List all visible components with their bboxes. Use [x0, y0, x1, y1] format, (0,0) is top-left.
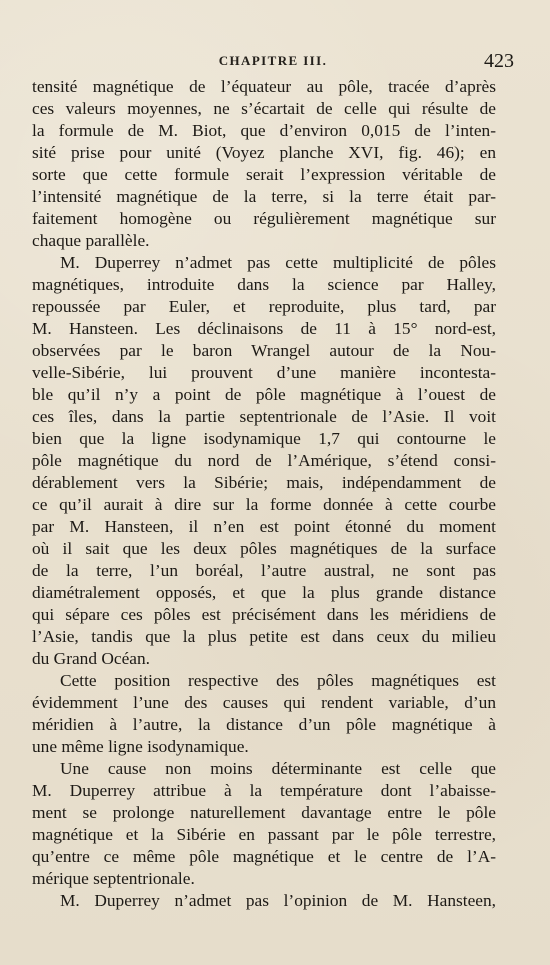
text-line: une même ligne isodynamique. — [32, 737, 249, 756]
text-line: Cette position respective des pôles magnétiques est — [60, 671, 496, 690]
text-line: repoussée par Euler, et reproduite, plus tard, par — [32, 297, 496, 316]
text-line: dérablement vers la Sibérie; mais, indépendamment de — [32, 473, 496, 492]
text-line: de la terre, l’un boréal, l’autre austral, ne sont pas — [32, 561, 496, 580]
text-line: M. Duperrey n’admet pas cette multiplicité de pôles — [60, 253, 496, 272]
text-line: pôle magnétique du nord de l’Amérique, s’étend consi- — [32, 451, 496, 470]
text-line: l’Asie, tandis que la plus petite est dans ceux du milieu — [32, 627, 496, 646]
page-number: 423 — [484, 50, 514, 72]
text-line: ces îles, dans la partie septentrionale de l’Asie. Il voit — [32, 407, 496, 426]
text-line: chaque parallèle. — [32, 231, 150, 250]
text-line: Une cause non moins déterminante est celle que — [60, 759, 496, 778]
text-line: ces valeurs moyennes, ne s’écartait de celle qui résulte de — [32, 99, 496, 118]
text-line: évidemment l’une des causes qui rendent variable, d’un — [32, 693, 496, 712]
text-line: ce qu’il aurait à dire sur la forme donnée à cette courbe — [32, 495, 496, 514]
text-line: où il sait que les deux pôles magnétiques de la surface — [32, 539, 496, 558]
text-line: par M. Hansteen, il n’en est point étonné du moment — [32, 517, 496, 536]
text-line: ment se prolonge naturellement davantage entre le pôle — [32, 803, 496, 822]
text-line: M. Duperrey n’admet pas l’opinion de M. Hansteen, — [60, 891, 496, 910]
body-text — [32, 76, 496, 912]
text-line: du Grand Océan. — [32, 649, 150, 668]
text-line: qui sépare ces pôles est précisément dans les méridiens de — [32, 605, 496, 624]
text-line: sorte que cette formule serait l’expression véritable de — [32, 165, 496, 184]
running-head: CHAPITRE III. — [218, 53, 328, 68]
text-line: tensité magnétique de l’équateur au pôle, tracée d’après — [32, 77, 496, 96]
text-line: faitement homogène ou régulièrement magnétique sur — [32, 209, 496, 228]
text-line: observées par le baron Wrangel autour de la Nou- — [32, 341, 496, 360]
text-line: sité prise pour unité (Voyez planche XVI, fig. 46); en — [32, 143, 496, 162]
text-line: magnétiques, introduite dans la science par Halley, — [32, 275, 496, 294]
text-line: la formule de M. Biot, que d’environ 0,015 de l’inten- — [32, 121, 496, 140]
text-line: mérique septentrionale. — [32, 869, 195, 888]
text-line: bien que la ligne isodynamique 1,7 qui contourne le — [32, 429, 496, 448]
text-line: M. Hansteen. Les déclinaisons de 11 à 15° nord-est, — [32, 319, 496, 338]
text-line: velle-Sibérie, lui prouvent d’une manière incontesta- — [32, 363, 496, 382]
text-line: méridien à l’autre, la distance d’un pôle magnétique à — [32, 715, 496, 734]
text-line: diamétralement opposés, et que la plus grande distance — [32, 583, 496, 602]
text-line: qu’entre ce même pôle magnétique et le centre de l’A- — [32, 847, 496, 866]
text-line: magnétique et la Sibérie en passant par le pôle terrestre, — [32, 825, 496, 844]
page-header — [32, 50, 514, 78]
text-line: M. Duperrey attribue à la température dont l’abaisse- — [32, 781, 496, 800]
text-line: l’intensité magnétique de la terre, si la terre était par- — [32, 187, 496, 206]
text-line: ble qu’il n’y a point de pôle magnétique à l’ouest de — [32, 385, 496, 404]
